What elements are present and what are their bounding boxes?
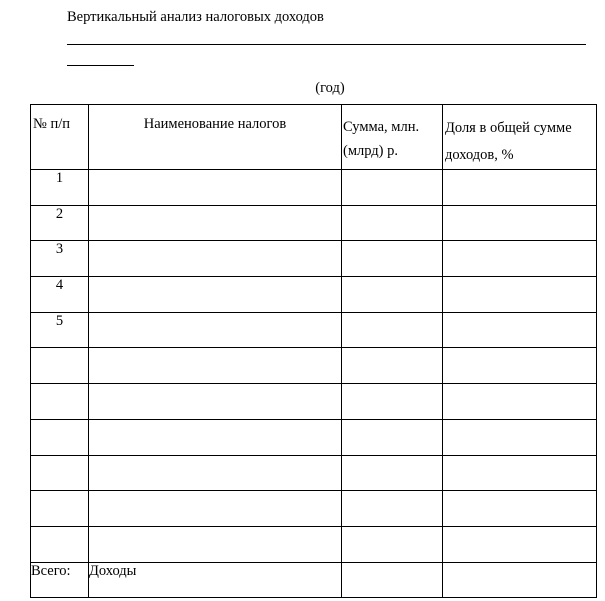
row-number-cell	[31, 526, 89, 562]
row-amount-cell	[342, 455, 443, 491]
header-cell-amount	[342, 105, 443, 170]
table-row	[31, 455, 597, 491]
row-name-cell	[89, 526, 342, 562]
table-body	[31, 170, 597, 563]
header-name-label: Наименование налогов	[143, 116, 287, 132]
row-number-cell: 1	[31, 170, 89, 206]
table-row	[31, 312, 597, 348]
row-amount-cell	[342, 384, 443, 420]
row-name-cell	[89, 348, 342, 384]
total-label-cell: Всего:	[31, 562, 89, 597]
row-number-cell: 5	[31, 312, 89, 348]
table-total-row	[31, 562, 597, 597]
row-share-cell	[443, 491, 597, 527]
row-share-cell	[443, 526, 597, 562]
row-share-cell	[443, 277, 597, 313]
table-row	[31, 170, 597, 206]
table-row	[31, 348, 597, 384]
row-number-cell	[31, 384, 89, 420]
row-amount-cell	[342, 491, 443, 527]
table-row	[31, 241, 597, 277]
table-row	[31, 491, 597, 527]
row-share-cell	[443, 455, 597, 491]
table-header-row	[31, 105, 597, 170]
header-cell-number	[31, 105, 89, 170]
row-share-cell	[443, 205, 597, 241]
fill-in-line	[67, 44, 586, 45]
document-title: Вертикальный анализ налоговых доходов	[67, 9, 324, 25]
header-cell-share	[443, 105, 597, 170]
header-number-label: № п/п	[33, 116, 71, 132]
row-amount-cell	[342, 205, 443, 241]
year-caption: (год)	[315, 80, 345, 96]
table-row	[31, 419, 597, 455]
total-share-cell	[443, 562, 597, 597]
total-amount-cell	[342, 562, 443, 597]
row-amount-cell	[342, 526, 443, 562]
tax-revenue-table	[30, 104, 597, 598]
row-number-cell	[31, 348, 89, 384]
row-name-cell	[89, 205, 342, 241]
row-name-cell	[89, 455, 342, 491]
table-row	[31, 384, 597, 420]
row-share-cell	[443, 170, 597, 206]
fill-in-line-continuation	[67, 65, 134, 66]
row-name-cell	[89, 384, 342, 420]
row-share-cell	[443, 348, 597, 384]
table-row	[31, 277, 597, 313]
table-row	[31, 526, 597, 562]
row-name-cell	[89, 312, 342, 348]
row-share-cell	[443, 241, 597, 277]
row-amount-cell	[342, 241, 443, 277]
row-name-cell	[89, 277, 342, 313]
row-number-cell: 2	[31, 205, 89, 241]
row-name-cell	[89, 491, 342, 527]
row-amount-cell	[342, 419, 443, 455]
row-share-cell	[443, 312, 597, 348]
row-name-cell	[89, 419, 342, 455]
row-number-cell	[31, 455, 89, 491]
row-share-cell	[443, 384, 597, 420]
row-number-cell	[31, 419, 89, 455]
row-number-cell: 3	[31, 241, 89, 277]
row-share-cell	[443, 419, 597, 455]
row-amount-cell	[342, 170, 443, 206]
header-share-label: Доля в общей сумме доходов, %	[445, 120, 572, 163]
row-amount-cell	[342, 312, 443, 348]
row-amount-cell	[342, 277, 443, 313]
row-name-cell	[89, 170, 342, 206]
row-name-cell	[89, 241, 342, 277]
header-cell-name	[89, 105, 342, 170]
total-name-cell: Доходы	[89, 562, 342, 597]
row-number-cell	[31, 491, 89, 527]
table-row	[31, 205, 597, 241]
header-amount-label: Сумма, млн. (млрд) р.	[343, 119, 420, 159]
row-number-cell: 4	[31, 277, 89, 313]
row-amount-cell	[342, 348, 443, 384]
